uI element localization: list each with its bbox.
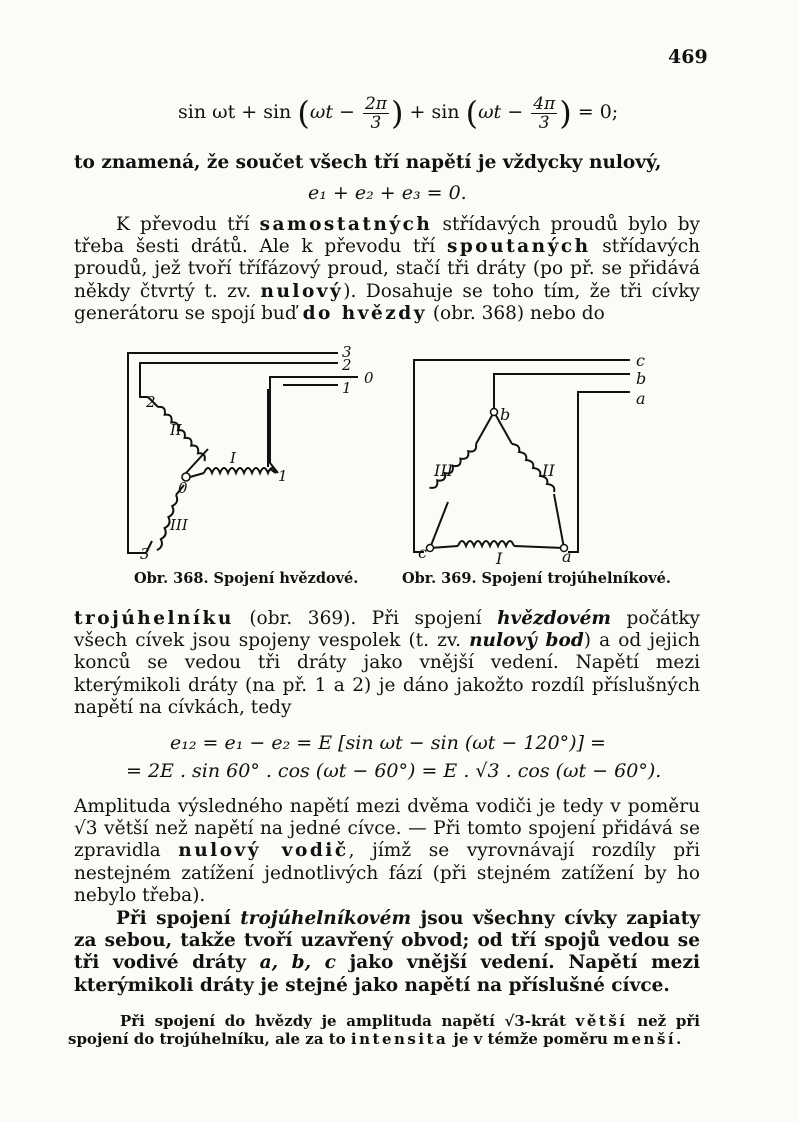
label-coil-2: 2 xyxy=(146,393,156,411)
p2-e: střídavých proudů, jež tvoří třífázový proud, stačí tři dráty (po př. se přidává někdy čtvrtý t. zv. xyxy=(74,236,701,302)
coil-i-delta xyxy=(458,541,514,546)
label-2: 2 xyxy=(342,356,352,374)
eq1-frac1-den: 3 xyxy=(370,112,382,133)
p3-e: nulový bod xyxy=(469,630,584,652)
p3-c: hvězdovém xyxy=(497,608,611,629)
note-d: intensita xyxy=(350,1030,449,1048)
label-coil-3: 3 xyxy=(140,545,150,563)
p4-c: , jímž se vyrovnávají rozdíly při nestejném zatížení jednotlivých fází (při stejném zatížení by ho nebylo třeba). xyxy=(74,840,701,906)
eq1-paren-open2: ( xyxy=(465,94,479,132)
eq1-paren-close: ) xyxy=(390,94,404,132)
label-coil-iii: III xyxy=(434,461,453,480)
equation-sum-sines xyxy=(178,94,618,132)
label-3: 3 xyxy=(342,345,352,361)
eq1-frac1 xyxy=(363,95,389,132)
eq1-mid2: ωt − xyxy=(478,101,524,123)
caption-fig368: Obr. 368. Spojení hvězdové. xyxy=(134,570,359,587)
p2-d: spoutaných xyxy=(446,236,591,258)
paragraph-conversion xyxy=(74,214,700,325)
note-c: než při spojení do trojúhelníku, ale za to xyxy=(68,1012,700,1048)
p3-a: trojúhelníku xyxy=(74,608,234,629)
p2-c: střídavých proudů bylo by třeba šesti drátů. Ale k převodu tří xyxy=(74,214,700,258)
eq1-frac2 xyxy=(531,95,557,132)
label-0: 0 xyxy=(364,369,374,387)
note-comparison xyxy=(68,1012,700,1048)
side-ca-right xyxy=(514,546,564,548)
label-coil-1: 1 xyxy=(278,467,288,485)
label-center-0: 0 xyxy=(178,479,188,497)
paragraph-delta-connection xyxy=(74,908,700,997)
note-f: menší xyxy=(613,1030,677,1048)
note-a: Při spojení do hvězdy je amplituda napětí √3-krát xyxy=(120,1012,576,1030)
label-coil-ii: II xyxy=(170,421,182,439)
label-a: a xyxy=(636,389,646,408)
eq1-frac1-num: 2π xyxy=(364,93,387,114)
p2-f: nulový xyxy=(260,280,344,302)
eq1-mid1: ωt − xyxy=(309,101,355,123)
label-vertex-c: c xyxy=(418,543,427,562)
p2-b: samostatných xyxy=(259,214,433,235)
wire-2 xyxy=(140,363,338,397)
note-g: . xyxy=(676,1030,682,1048)
p4-b: nulový vodič xyxy=(178,840,349,862)
paragraph-amplitude xyxy=(74,796,700,907)
wire-c xyxy=(414,360,630,552)
p3-f: ) a od jejich konců se vedou tři dráty jako vnější vedení. Napětí mezi kterýmikoli dráty (na př. 1 a 2) je dáno jakožto rozdíl příslušných napětí na cívkách, tedy xyxy=(74,630,700,718)
figure-delta-connection xyxy=(408,352,670,567)
eq1-right: = 0; xyxy=(577,101,619,123)
node-b xyxy=(491,409,498,416)
eq1-paren-close2: ) xyxy=(559,94,572,132)
label-coil-i: I xyxy=(496,549,503,567)
side-bc-bottom xyxy=(430,502,448,548)
label-coil-ii: II xyxy=(542,461,555,480)
wire-a xyxy=(568,392,630,552)
equation-e-sum: e₁ + e₂ + e₃ = 0. xyxy=(308,182,467,204)
coil-i-lead xyxy=(190,473,204,477)
label-1: 1 xyxy=(342,379,352,397)
note-b: větší xyxy=(575,1012,628,1030)
page-number: 469 xyxy=(668,46,708,68)
delta-diagram-svg xyxy=(408,352,670,567)
node-c xyxy=(427,545,434,552)
p2-a: K převodu tří xyxy=(116,214,260,235)
caption-fig369: Obr. 369. Spojení trojúhelníkové. xyxy=(402,570,671,587)
p4-a: Amplituda výsledného napětí mezi dvěma vodiči je tedy v poměru √3 větší než napětí na jedné cívce. — Při tomto spojení přidává se zpravidla xyxy=(74,796,700,862)
eq1-left: sin ωt + sin xyxy=(178,101,292,123)
p5-b: trojúhelníkovém xyxy=(240,908,412,929)
eq1-frac2-den: 3 xyxy=(538,112,550,133)
p2-g: ). Dosahuje se toho tím, že tři cívky generátoru se spojí buď xyxy=(74,280,700,324)
label-b: b xyxy=(636,369,647,388)
star-diagram-svg xyxy=(118,345,388,570)
label-coil-i: I xyxy=(230,449,236,467)
eq1-frac2-num: 4π xyxy=(533,93,556,114)
label-vertex-a: a xyxy=(562,547,572,566)
p5-a: Při spojení xyxy=(116,908,241,929)
label-c: c xyxy=(636,352,645,370)
p2-i: (obr. 368) nebo do xyxy=(426,302,605,324)
side-ba-bottom xyxy=(554,494,564,548)
coil-i xyxy=(204,468,276,473)
paragraph-star-connection xyxy=(74,608,700,719)
note-e: je v témže poměru xyxy=(448,1030,614,1048)
p5-d: a, b, c xyxy=(259,952,336,974)
p5-e: jako vnější vedení. Napětí mezi kterýmikoli dráty je stejné jako napětí na příslušné cívce. xyxy=(74,952,700,996)
figure-star-connection xyxy=(118,345,388,570)
eq1-paren-open: ( xyxy=(297,94,310,132)
p3-d: počátky všech cívek jsou spojeny vespolek (t. zv. xyxy=(74,608,700,652)
side-bc-top xyxy=(476,412,494,444)
p5-c: jsou všechny cívky zapiaty za sebou, takže tvoří uzavřený obvod; od tří spojů vedou se tři vodivé dráty xyxy=(74,908,701,974)
label-vertex-b: b xyxy=(500,405,511,424)
paragraph-sum-zero: to znamená, že součet všech tří napětí je vždycky nulový, xyxy=(74,152,662,173)
equation-e12-line1: e₁₂ = e₁ − e₂ = E [sin ωt − sin (ωt − 120°)] = xyxy=(170,732,606,754)
label-coil-iii: III xyxy=(170,516,188,534)
p3-b: (obr. 369). Při spojení xyxy=(233,608,498,629)
eq1-plus: + sin xyxy=(409,101,460,123)
p2-h: do hvězdy xyxy=(302,302,427,324)
equation-e12-line2: = 2E . sin 60° . cos (ωt − 60°) = E . √3 . cos (ωt − 60°). xyxy=(126,760,662,782)
